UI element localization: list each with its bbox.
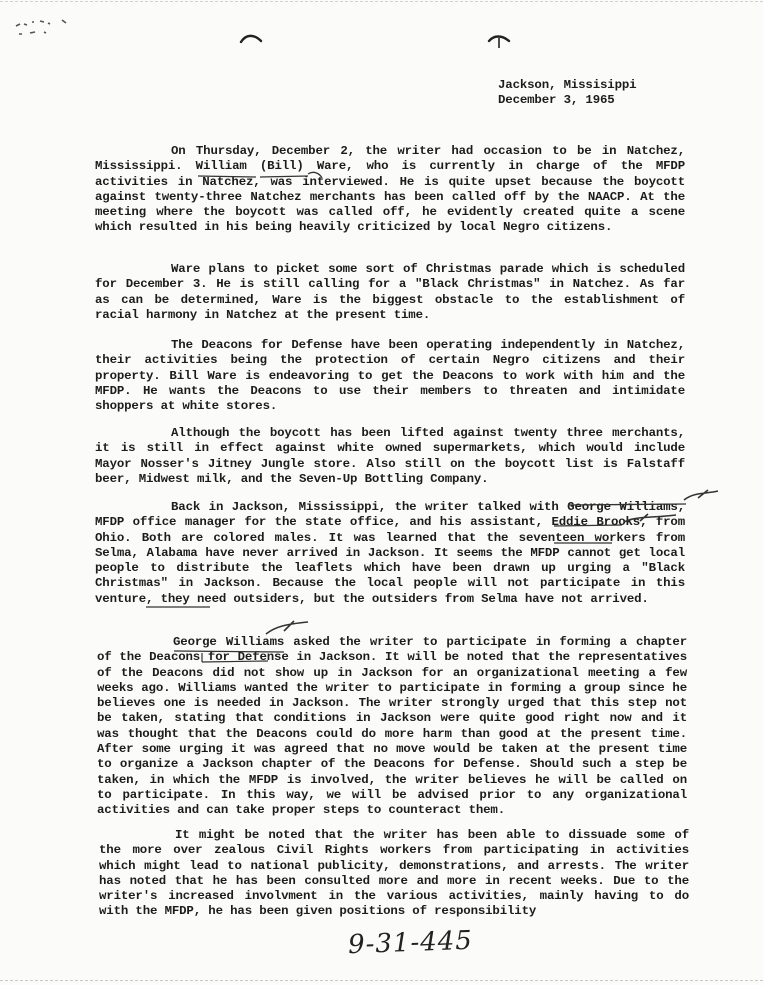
handwritten-underline-seventeen bbox=[552, 540, 616, 546]
handwritten-file-number: 9-31-445 bbox=[347, 925, 474, 961]
paragraph-4: Although the boycott has been lifted against twenty three merchants, it is still in effect against white owned supermarkets, which would include Mayor Nosser's Jitney Jungle store. Also still on the boycott list is Falstaff beer, Midwest milk, and the Seven-Up Bottling Company. bbox=[95, 426, 685, 486]
top-scan-edge bbox=[0, 1, 763, 3]
dateline-date: December 3, 1965 bbox=[498, 93, 615, 108]
handwritten-underline-brooks bbox=[552, 512, 682, 528]
handwritten-underline-venture bbox=[144, 604, 214, 610]
paragraph-6: George Williams asked the writer to participate in forming a chapter of the Deacons for Defense in Jackson. It will be noted that the representatives of the Deacons did not show up in Jackson for an organizational meeting a few weeks ago. Williams wanted the writer to participate in forming a group since he believes one is needed in Jackson. The writer strongly urged that this step not be taken, stating that conditions in Jackson were quite good right now and it was thought that the Deacons could do more harm than good at the present time. After some urging it was agreed that no move would be taken at the present time to organize a Jackson chapter of the Deacons for Defense. Should such a step be taken, in which the MFDP is involved, the writer believes he will be called on to participate. In this way, we will be advised prior to any organizational activities and can take proper steps to counteract them. bbox=[97, 635, 687, 818]
handwritten-underline-george-williams bbox=[172, 648, 292, 664]
paragraph-3: The Deacons for Defense have been operating independently in Natchez, their activities being the protection of certain Negro citizens and their property. Bill Ware is endeavoring to get the Deacons to work with him and the MFDP. He wants the Deacons to use their members to threaten and intimidate shoppers at white stores. bbox=[95, 338, 685, 414]
bottom-scan-edge bbox=[0, 980, 763, 982]
handwritten-underline-ware bbox=[196, 170, 326, 182]
dateline-location: Jackson, Missisippi bbox=[498, 78, 637, 92]
paragraph-2: Ware plans to picket some sort of Christmas parade which is scheduled for December 3. He is still calling for a "Black Christmas" in Natchez. As far as can be determined, Ware is the biggest obstacle to the establishment of racial harmony in Natchez at the present time. bbox=[95, 262, 685, 322]
dateline bbox=[498, 78, 728, 109]
paragraph-5: Back in Jackson, Mississippi, the writer talked with George Williams, MFDP office manager for the state office, and his assistant, Eddie Brooks, from Ohio. Both are colored males. It was learned that the seventeen workers from Selma, Alabama have never arrived in Jackson. It seems the MFDP cannot get local people to distribute the leaflets which have been drawn up urging a "Black Christmas" in Jackson. Because the local people will not participate in this venture, they need outsiders, but the outsiders from Selma have not arrived. bbox=[95, 500, 685, 606]
handwritten-check-williams bbox=[262, 618, 312, 638]
scan-mark-right bbox=[486, 32, 512, 50]
scan-speck-marks bbox=[14, 18, 74, 44]
handwritten-underline-williams bbox=[566, 488, 726, 508]
paragraph-7: It might be noted that the writer has been able to dissuade some of the more over zealous Civil Rights workers from participating in activities which might lead to national publicity, demonstrations, and arrests. The writer has noted that he has been consulted more and more in recent weeks. Due to the writer's increased involvment in the various activities, mainly having to do with the MFDP, he has been given positions of responsibility bbox=[99, 828, 689, 919]
scan-mark-left bbox=[238, 32, 264, 46]
paragraph-1: On Thursday, December 2, the writer had occasion to be in Natchez, Mississippi. William (Bill) Ware, who is currently in charge of the MFDP activities in Natchez, was interviewed. He is quite upset because the boycott against twenty-three Natchez merchants has been called off by the NAACP. At the meeting where the boycott was called off, he evidently created quite a scene which resulted in his being heavily criticized by local Negro citizens. bbox=[95, 144, 685, 235]
